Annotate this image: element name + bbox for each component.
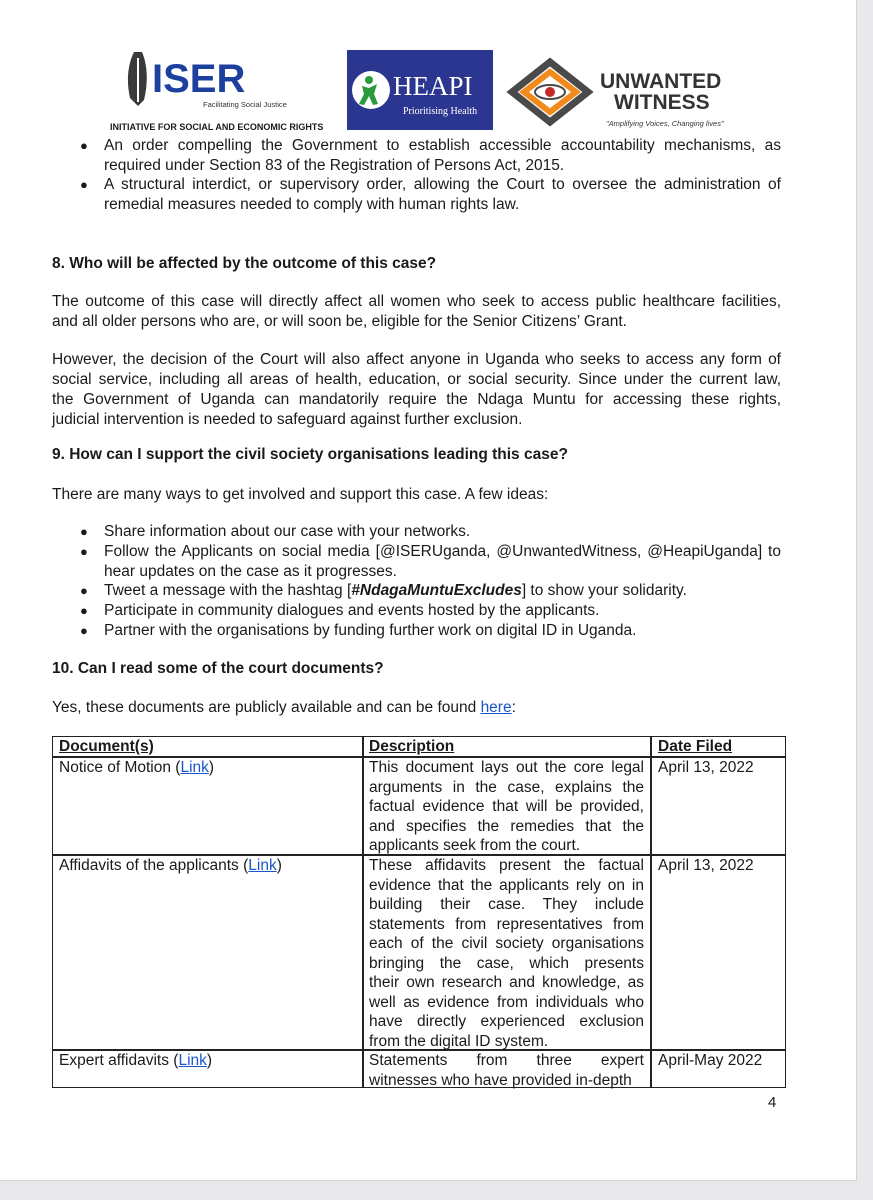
- table-row-3-date: April-May 2022: [658, 1052, 763, 1069]
- support-idea-share: Share information about our case with your networks.: [104, 523, 471, 540]
- support-idea-tweet: [104, 581, 687, 601]
- bullet-icon: ●: [80, 544, 88, 559]
- remedy-bullet-1-line-1: An order compelling the Government to establish accessible accountability mechanisms, as: [104, 137, 781, 154]
- desc-line: applicants seek from the court.: [369, 837, 581, 854]
- support-idea-participate: Participate in community dialogues and events hosted by the applicants.: [104, 602, 600, 619]
- support-idea-partner: Partner with the organisations by funding further work on digital ID in Uganda.: [104, 622, 637, 639]
- tweet-text-after: ] to show your solidarity.: [521, 582, 687, 599]
- desc-line: their own research and knowledge, as: [369, 974, 644, 991]
- section-8-heading: 8. Who will be affected by the outcome of this case?: [52, 255, 437, 272]
- section-8-p1-line-1: The outcome of this case will directly affect all women who seek to access public healthcare facilities,: [52, 293, 781, 310]
- iser-logo: [108, 44, 324, 134]
- support-idea-follow-line-2: hear updates on the case as it progresses.: [104, 563, 397, 580]
- remedy-bullet-2-line-1: A structural interdict, or supervisory order, allowing the Court to oversee the administration of: [104, 176, 781, 193]
- section-9-heading: 9. How can I support the civil society organisations leading this case?: [52, 446, 568, 463]
- bullet-icon: ●: [80, 583, 88, 598]
- column-divider: [362, 737, 364, 1087]
- intro-text: Yes, these documents are publicly available and can be found: [52, 699, 481, 716]
- remedy-bullet-1-line-2: required under Section 83 of the Registration of Persons Act, 2015.: [104, 157, 565, 174]
- unwanted-witness-logo: [502, 54, 752, 132]
- desc-line: This document lays out the core legal: [369, 759, 644, 776]
- section-10-intro: [52, 698, 516, 718]
- hashtag: #NdagaMuntuExcludes: [351, 582, 522, 599]
- affidavits-applicants-link[interactable]: Link: [248, 857, 277, 874]
- svg-text:INITIATIVE FOR SOCIAL AND ECON: INITIATIVE FOR SOCIAL AND ECONOMIC RIGHTS: [110, 122, 324, 132]
- intro-colon: :: [511, 699, 516, 716]
- table-row-2-description: [369, 856, 644, 1051]
- table-row-3-document: Expert affidavits (Link): [59, 1052, 213, 1069]
- desc-line: These affidavits present the factual: [369, 857, 644, 874]
- desc-line: evidence that the applicants rely on in: [369, 876, 644, 894]
- svg-text:HEAPI: HEAPI: [393, 71, 473, 101]
- bullet-icon: ●: [80, 138, 88, 153]
- section-8-p2-line-4: judicial intervention is needed to safeguard against further exclusion.: [52, 411, 523, 428]
- table-row-1-description: [369, 758, 644, 856]
- bullet-icon: ●: [80, 524, 88, 539]
- desc-line: and specifies the remedies that the: [369, 817, 644, 835]
- here-link[interactable]: here: [480, 699, 512, 716]
- svg-text:"Amplifying Voices, Changing l: "Amplifying Voices, Changing lives": [606, 119, 724, 128]
- header-documents: Document(s): [59, 738, 154, 755]
- support-idea-follow-line-1: Follow the Applicants on social media [@ISERUganda, @UnwantedWitness, @HeapiUganda] to: [104, 543, 781, 560]
- desc-line: well as evidence from individuals who: [369, 993, 644, 1011]
- table-row-2-date: April 13, 2022: [658, 857, 754, 874]
- svg-text:UNWANTED: UNWANTED: [600, 70, 722, 93]
- table-row-1-document: Notice of Motion (Link): [59, 759, 215, 776]
- desc-line: factual evidence that will be provided,: [369, 798, 644, 815]
- notice-of-motion-link[interactable]: Link: [180, 759, 209, 776]
- section-8-p2-line-1: However, the decision of the Court will also affect anyone in Uganda who seeks to access any form of: [52, 351, 781, 368]
- section-9-intro: There are many ways to get involved and support this case. A few ideas:: [52, 486, 549, 503]
- desc-line: Statements from three expert: [369, 1052, 644, 1069]
- svg-text:WITNESS: WITNESS: [614, 91, 710, 114]
- bullet-icon: ●: [80, 177, 88, 192]
- table-row-1-date: April 13, 2022: [658, 759, 754, 776]
- svg-text:Facilitating Social Justice: Facilitating Social Justice: [203, 100, 287, 109]
- table-row-2-document: Affidavits of the applicants (Link): [59, 857, 282, 874]
- table-row-3-description: [369, 1051, 644, 1090]
- expert-affidavits-link[interactable]: Link: [178, 1052, 207, 1069]
- document-name: Affidavits of the applicants (: [59, 857, 249, 874]
- page-number: 4: [768, 1094, 777, 1111]
- remedy-bullet-2-line-2: remedial measures needed to comply with human rights law.: [104, 196, 520, 213]
- section-8-p2-line-3: the Government of Uganda can mandatorily require the Ndaga Muntu for accessing these rights,: [52, 391, 781, 408]
- desc-line: have directly experienced exclusion: [369, 1013, 644, 1030]
- desc-line: building their case. They include: [369, 896, 644, 913]
- bullet-icon: ●: [80, 623, 88, 638]
- desc-line: each of the civil society organisations: [369, 935, 644, 952]
- desc-line: bringing the case, which presents: [369, 954, 644, 972]
- section-8-p1-line-2: and all older persons who are, or will soon be, eligible for the Senior Citizens’ Grant.: [52, 313, 627, 330]
- tweet-text-before: Tweet a message with the hashtag [: [104, 582, 352, 599]
- desc-line: arguments in the case, explains the: [369, 778, 644, 796]
- column-divider: [650, 737, 652, 1087]
- document-name: Expert affidavits (: [59, 1052, 179, 1069]
- header-description: Description: [369, 738, 455, 755]
- desc-line: witnesses who have provided in-depth: [369, 1071, 632, 1089]
- bullet-icon: ●: [80, 603, 88, 618]
- desc-line: statements from representatives from: [369, 915, 644, 933]
- svg-text:Prioritising Health: Prioritising Health: [403, 106, 478, 117]
- svg-text:ISER: ISER: [152, 57, 246, 101]
- desc-line: from the digital ID system.: [369, 1032, 549, 1050]
- section-10-heading: 10. Can I read some of the court documents?: [52, 660, 384, 677]
- heapi-logo: [347, 50, 493, 130]
- header-date-filed: Date Filed: [658, 738, 733, 755]
- court-documents-table: [52, 736, 786, 1088]
- document-name: Notice of Motion (: [59, 759, 181, 776]
- section-8-p2-line-2: social service, including all areas of health, education, or social security. Since under the current law,: [52, 371, 781, 388]
